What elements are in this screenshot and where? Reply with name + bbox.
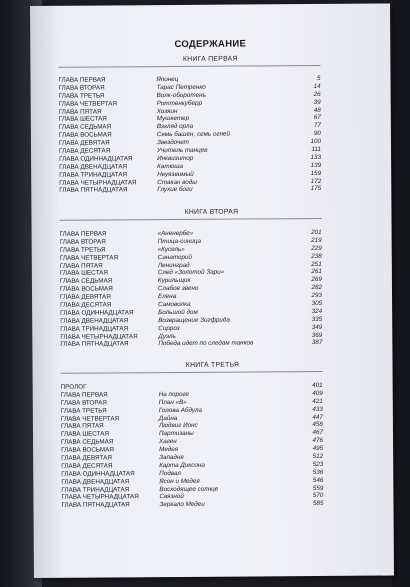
chapter-name: Ясон и Медея <box>159 477 200 485</box>
chapter-name: Семь башен, семь огней <box>156 130 231 139</box>
chapter-name: Курильщик <box>157 277 191 285</box>
chapter-name: Катюша <box>157 162 184 170</box>
page-number: 5 <box>316 74 321 82</box>
chapter-label: ГЛАВА ПЕРВАЯ <box>60 391 108 399</box>
page-number: 229 <box>311 244 322 252</box>
background-right <box>392 0 410 587</box>
chapter-name: Учитель танцев <box>156 146 208 155</box>
page-number: 421 <box>312 397 323 405</box>
chapter-label: ГЛАВА ВТОРАЯ <box>60 399 107 407</box>
chapter-name: Мушкетер <box>156 115 190 123</box>
page-number: 476 <box>312 437 324 445</box>
page-number: 433 <box>312 405 323 413</box>
chapter-name: Инквизитор <box>157 154 194 163</box>
chapter-label: ГЛАВА ТРИНАДЦАТАЯ <box>60 325 129 333</box>
page-number: 261 <box>311 268 322 276</box>
page-number: 201 <box>311 228 322 237</box>
chapter-name: След «Золотой Зари» <box>157 269 225 277</box>
chapter-name: «Кусель» <box>157 245 185 253</box>
chapter-name: Японец <box>156 75 179 84</box>
chapter-name: Дуэль <box>158 332 176 340</box>
chapter-label: ГЛАВА ТРЕТЬЯ <box>58 92 105 100</box>
page-number: 495 <box>312 445 324 453</box>
page-title: СОДЕРЖАНИЕ <box>174 38 247 50</box>
page-number: 111 <box>311 145 322 154</box>
chapter-name: «Аненербе» <box>157 229 194 238</box>
chapter-name: Дайна <box>158 414 178 422</box>
chapter-name: Зеркало Медеи <box>159 501 205 509</box>
chapter-label: ГЛАВА ОДИННАДЦАТАЯ <box>60 309 134 317</box>
chapter-name: Восходящее солнце <box>159 485 219 493</box>
chapter-label: ГЛАВА ДЕСЯТАЯ <box>58 147 111 155</box>
chapter-label: ГЛАВА ЧЕТЫРНАДЦАТАЯ <box>59 178 137 187</box>
page-number: 349 <box>311 323 323 331</box>
chapter-label: ГЛАВА ОДИННАДЦАТАЯ <box>59 155 133 163</box>
chapter-label: ГЛАВА ДВЕНАДЦАТАЯ <box>60 317 129 325</box>
page-number: 67 <box>313 114 321 122</box>
page-number: 324 <box>311 307 323 315</box>
page-number: 305 <box>311 299 323 308</box>
page-number: 536 <box>312 468 324 476</box>
chapter-label: ГЛАВА ПЯТАЯ <box>60 422 104 431</box>
chapter-name: Возвращение Зигфрида <box>158 316 230 324</box>
page-number: 409 <box>312 389 323 397</box>
page-number: 238 <box>311 252 322 260</box>
chapter-label: ГЛАВА ПЕРВАЯ <box>58 76 106 84</box>
chapter-label: ГЛАВА СЕДЬМАЯ <box>59 277 113 286</box>
chapter-name: План «В» <box>158 398 187 406</box>
page-number: 559 <box>312 484 324 492</box>
chapter-label: ГЛАВА ЧЕТВЕРТАЯ <box>58 100 117 108</box>
chapter-label: ГЛАВА ШЕСТАЯ <box>59 269 108 278</box>
book-two-contents <box>60 229 323 349</box>
book-three-contents <box>61 382 324 510</box>
chapter-name: Самоволка <box>158 300 191 309</box>
page-number: 77 <box>313 122 321 130</box>
chapter-label: ГЛАВА ПЯТНАДЦАТАЯ <box>60 340 129 349</box>
book-page <box>30 3 394 577</box>
page-number: 175 <box>310 185 322 193</box>
page-number: 251 <box>311 260 322 268</box>
book-one-contents <box>58 75 321 195</box>
chapter-name: Слабое звено <box>157 285 199 293</box>
chapter-name: Тарас Петренко <box>156 83 206 92</box>
chapter-label: ГЛАВА ТРЕТЬЯ <box>60 407 107 415</box>
chapter-name: Птица-синица <box>157 237 202 246</box>
chapter-label: ГЛАВА СЕДЬМАЯ <box>61 438 114 447</box>
page-number: 269 <box>311 276 322 284</box>
page-number: 133 <box>310 153 322 161</box>
page-number: 523 <box>312 460 324 468</box>
chapter-label: ГЛАВА ОДИННАДЦАТАЯ <box>61 470 135 478</box>
chapter-label: ГЛАВА ПЯТАЯ <box>59 262 103 270</box>
toc-entry <box>60 339 322 349</box>
chapter-label: ГЛАВА ТРЕТЬЯ <box>59 246 106 254</box>
page-number: 570 <box>312 492 324 500</box>
chapter-name: Хаген <box>159 438 177 446</box>
page-number: 26 <box>313 90 321 98</box>
chapter-label: ГЛАВА ДЕСЯТАЯ <box>60 301 112 309</box>
chapter-name: Неуязвимый <box>157 170 194 178</box>
page-number: 100 <box>310 138 321 146</box>
page-number: 467 <box>312 429 324 437</box>
chapter-label: ГЛАВА ЧЕТЫРНАДЦАТАЯ <box>61 493 139 502</box>
chapter-label: ГЛАВА ДВЕНАДЦАТАЯ <box>59 163 128 171</box>
page-number: 512 <box>312 452 324 461</box>
chapter-name: Ленинград <box>157 261 190 269</box>
chapter-label: ГЛАВА ВОСЬМАЯ <box>61 446 114 454</box>
page-number: 159 <box>310 169 322 177</box>
page-number: 369 <box>311 331 323 339</box>
chapter-label: ГЛАВА ВОСЬМАЯ <box>59 285 113 294</box>
chapter-name: Глухие боги <box>157 186 193 194</box>
chapter-label: ГЛАВА ДЕВЯТАЯ <box>58 139 110 147</box>
chapter-label: ГЛАВА ВТОРАЯ <box>58 84 105 92</box>
chapter-label: ГЛАВА ТРИНАДЦАТАЯ <box>61 485 130 494</box>
toc-entry <box>59 185 321 195</box>
book-one-heading: КНИГА ПЕРВАЯ <box>182 55 238 63</box>
page-number: 48 <box>313 106 321 114</box>
chapter-name: Санаторий <box>157 253 193 261</box>
book-three-rule <box>61 371 323 374</box>
chapter-label: ГЛАВА ШЕСТАЯ <box>60 430 110 439</box>
chapter-label: ГЛАВА ПЯТАЯ <box>58 108 102 116</box>
book-two-heading: КНИГА ВТОРАЯ <box>184 208 239 216</box>
chapter-label: ГЛАВА ЧЕТЫРНАДЦАТАЯ <box>60 332 138 341</box>
chapter-name: Сирроз <box>158 324 180 332</box>
chapter-name: Западня <box>159 453 184 462</box>
chapter-label: ГЛАВА ЧЕТВЕРТАЯ <box>59 254 119 262</box>
book-one-rule <box>58 65 320 68</box>
chapter-name: Елена <box>158 293 177 301</box>
chapter-label: ГЛАВА ПЕРВАЯ <box>59 230 107 238</box>
page-number: 387 <box>311 339 323 347</box>
page-number: 219 <box>311 236 322 244</box>
chapter-name: Волк-оборотень <box>156 91 206 99</box>
toc-entry <box>61 500 323 510</box>
chapter-name: Людвиг Ионс <box>158 422 198 430</box>
chapter-label: ГЛАВА ВТОРАЯ <box>59 238 106 246</box>
chapter-name: Карта Диксона <box>159 461 205 470</box>
page-number: 139 <box>310 161 322 169</box>
chapter-label: ГЛАВА ПЯТНАДЦАТАЯ <box>61 501 130 510</box>
chapter-name: Роттенкуберр <box>156 99 203 107</box>
chapter-name: Звездочет <box>156 139 189 147</box>
chapter-label: ГЛАВА ШЕСТАЯ <box>58 115 107 124</box>
chapter-name: Хозяин <box>156 107 178 115</box>
chapter-name: Медея <box>159 446 179 454</box>
page-number: 585 <box>312 500 324 508</box>
chapter-name: Большой дом <box>158 308 198 317</box>
chapter-name: Голова Абдула <box>158 406 203 414</box>
page-number: 14 <box>313 82 321 90</box>
chapter-label: ГЛАВА СЕДЬМАЯ <box>58 123 112 132</box>
book-three-heading: КНИГА ТРЕТЬЯ <box>185 361 240 369</box>
page-number: 172 <box>310 177 322 185</box>
page-number: 282 <box>311 284 322 292</box>
page-number: 39 <box>313 98 321 106</box>
chapter-label: ГЛАВА ДЕВЯТАЯ <box>61 454 112 462</box>
page-number: 335 <box>311 315 323 323</box>
chapter-name: Подвал <box>159 469 181 477</box>
page-number: 447 <box>312 413 323 421</box>
page-number: 90 <box>313 130 321 138</box>
chapter-label: ГЛАВА ДЕСЯТАЯ <box>61 462 113 470</box>
chapter-name: Взгляд орла <box>156 123 194 131</box>
page-number: 458 <box>312 421 323 429</box>
chapter-label: ГЛАВА ВОСЬМАЯ <box>58 131 112 140</box>
chapter-label: ГЛАВА ЧЕТВЕРТАЯ <box>60 414 120 423</box>
chapter-label: ГЛАВА ДЕВЯТАЯ <box>60 293 111 301</box>
page-number: 293 <box>311 292 323 300</box>
chapter-label: ПРОЛОГ <box>60 383 87 391</box>
book-two-rule <box>59 218 321 221</box>
chapter-name: Связной <box>159 493 184 501</box>
chapter-name: На пороге <box>158 390 190 399</box>
chapter-label: ГЛАВА ТРИНАДЦАТАЯ <box>59 171 128 179</box>
chapter-name: Партизаны <box>158 430 194 438</box>
chapter-name: Победа идет по следам танков <box>158 339 254 348</box>
page-number: 546 <box>312 476 324 484</box>
chapter-label: ГЛАВА ПЯТНАДЦАТАЯ <box>59 186 128 195</box>
chapter-name: Стакан воды <box>157 178 197 186</box>
page-number: 401 <box>312 381 323 390</box>
chapter-label: ГЛАВА ДВЕНАДЦАТАЯ <box>61 478 130 486</box>
